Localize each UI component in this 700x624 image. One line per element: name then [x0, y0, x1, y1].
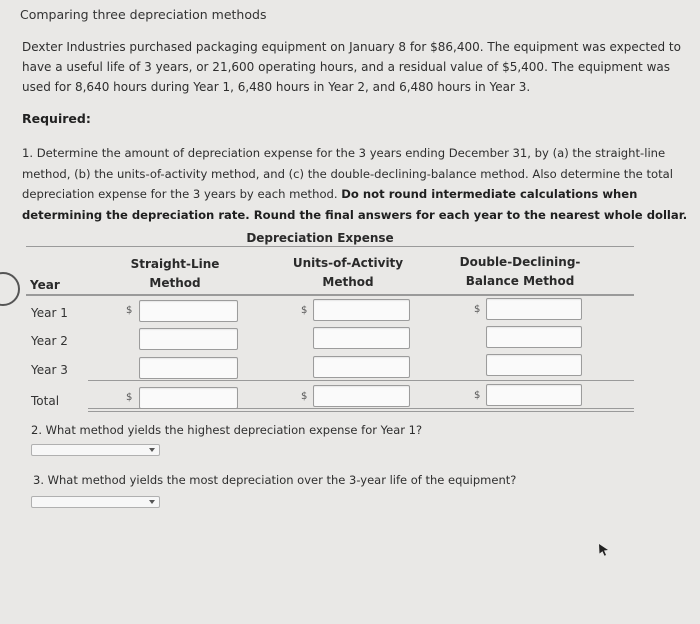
problem-statement: Dexter Industries purchased packaging equipment on January 8 for $86,400. The equipment was expected to have a useful life of 3 years, or 21,600 operating hours, and a residual value of $5,400. The equipment was used for 8,640 hours during Year 1, 6,480 hours in Year 2, and 6,480 hours in Year 3. [22, 40, 681, 94]
column-header-straight-line-line2: Method [149, 276, 201, 290]
currency-sign: $ [301, 391, 308, 402]
required-heading: Required: [22, 111, 91, 126]
input-ua-year-2[interactable] [313, 327, 410, 349]
currency-sign: $ [474, 390, 481, 401]
focus-indicator-circle [0, 272, 20, 306]
input-sl-year-1[interactable] [139, 300, 238, 322]
input-ddb-year-3[interactable] [486, 354, 582, 376]
header-bottom-rule [26, 294, 634, 296]
input-ua-year-1[interactable] [313, 299, 410, 321]
row-label-total: Total [31, 394, 60, 408]
question-2: 2. What method yields the highest depreciation expense for Year 1? [31, 423, 423, 437]
question-1-instructions: Do not round intermediate calculations when determining the depreciation rate. Round the final answers for each year to the nearest whole dollar. [22, 187, 688, 222]
input-ddb-year-1[interactable] [486, 298, 582, 320]
column-header-units-of-activity-line2: Method [322, 275, 374, 289]
input-ua-year-3[interactable] [313, 356, 410, 378]
page-title: Comparing three depreciation methods [20, 7, 267, 22]
table-caption: Depreciation Expense [246, 231, 394, 245]
question-3: 3. What method yields the most depreciation over the 3-year life of the equipment? [33, 473, 517, 487]
input-ddb-year-2[interactable] [486, 326, 582, 348]
q3-method-dropdown[interactable] [31, 496, 160, 508]
currency-sign: $ [474, 304, 481, 315]
column-header-double-declining [450, 253, 590, 291]
row-label-year-3: Year 3 [31, 363, 68, 377]
column-header-double-declining-line1: Double-Declining- [459, 255, 581, 269]
row-label-year-1: Year 1 [31, 306, 68, 320]
row-label-year-2: Year 2 [31, 334, 68, 348]
input-ua-total[interactable] [313, 385, 410, 407]
currency-sign: $ [301, 305, 308, 316]
subtotal-rule [88, 380, 634, 381]
total-rule-1 [88, 408, 634, 409]
input-sl-year-3[interactable] [139, 357, 238, 379]
currency-sign: $ [126, 392, 133, 403]
total-rule-2 [88, 411, 634, 412]
question-1-text: 1. Determine the amount of depreciation expense for the 3 years ending December 31, by (a) the straight-line method, (b) the units-of-activity method, and (c) the double-declining-balance method. Also determine the total depreciation expense for the 3 years by each method. [22, 146, 673, 201]
currency-sign: $ [126, 305, 133, 316]
column-header-year: Year [30, 278, 60, 292]
column-header-units-of-activity [278, 254, 418, 292]
column-header-straight-line-line1: Straight-Line [130, 257, 220, 271]
input-ddb-total[interactable] [486, 384, 582, 406]
input-sl-total[interactable] [139, 387, 238, 409]
q2-method-dropdown[interactable] [31, 444, 160, 456]
column-header-double-declining-line2: Balance Method [465, 274, 575, 288]
question-1 [22, 143, 694, 225]
input-sl-year-2[interactable] [139, 328, 238, 350]
column-header-straight-line [110, 255, 240, 293]
mouse-pointer-icon [598, 542, 610, 561]
column-header-units-of-activity-line1: Units-of-Activity [292, 256, 404, 270]
